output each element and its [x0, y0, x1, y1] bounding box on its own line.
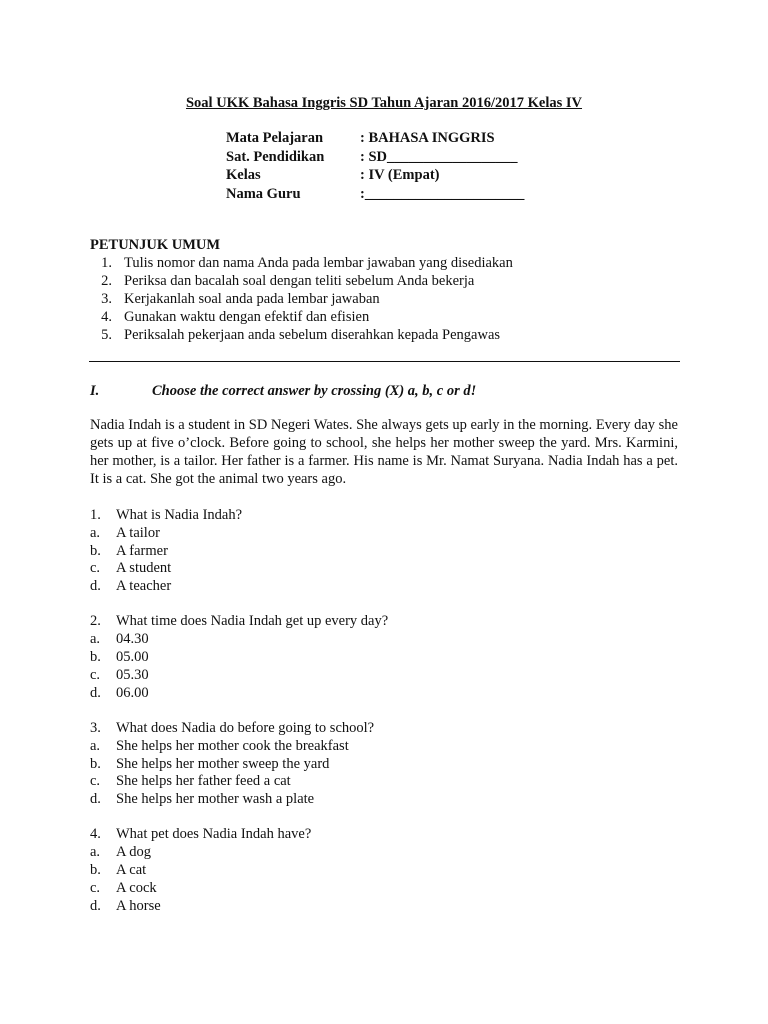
option-letter: d.: [90, 578, 101, 595]
info-label: Mata Pelajaran: [226, 130, 324, 146]
instruction-item: [90, 254, 513, 272]
question-number: 1.: [90, 507, 101, 523]
option-letter: b.: [90, 862, 101, 879]
option-letter: b.: [90, 542, 101, 559]
question-text: What time does Nadia Indah get up every day?: [116, 613, 389, 630]
question-number: 2.: [90, 613, 101, 630]
answer-option: [90, 879, 388, 897]
instruction-text: Gunakan waktu dengan efektif dan efisien: [124, 309, 370, 325]
answer-option: [90, 843, 388, 861]
answer-option: [90, 648, 388, 666]
option-letter: d.: [90, 684, 101, 701]
answer-option: [90, 861, 388, 879]
instruction-number: 5.: [101, 327, 112, 343]
question-number: 3.: [90, 719, 101, 736]
question-1: [90, 506, 388, 595]
option-letter: a.: [90, 844, 101, 861]
option-letter: a.: [90, 631, 101, 648]
info-value: : IV (Empat): [360, 167, 440, 183]
answer-option: [90, 772, 388, 790]
option-letter: a.: [90, 524, 101, 541]
option-text: A horse: [116, 897, 161, 914]
question-text: What does Nadia do before going to school?: [116, 719, 375, 736]
option-text: 04.30: [116, 631, 149, 648]
option-letter: c.: [90, 560, 101, 577]
answer-option: [90, 559, 388, 577]
option-letter: a.: [90, 737, 101, 754]
info-row-teacher: [226, 185, 524, 204]
answer-option: [90, 790, 388, 808]
question-number: 4.: [90, 826, 101, 843]
option-text: She helps her father feed a cat: [116, 773, 291, 790]
info-label: Nama Guru: [226, 185, 301, 202]
option-text: She helps her mother cook the breakfast: [116, 737, 349, 754]
option-letter: b.: [90, 649, 101, 666]
option-text: A student: [116, 560, 172, 577]
answer-option: [90, 684, 388, 702]
instruction-item: [90, 290, 513, 308]
answer-option: [90, 737, 388, 755]
instruction-text: Periksalah pekerjaan anda sebelum diserahkan kepada Pengawas: [124, 327, 501, 343]
exam-info-block: [226, 129, 524, 203]
option-letter: c.: [90, 879, 101, 896]
section-instruction: Choose the correct answer by crossing (X) a, b, c or d!: [152, 383, 477, 399]
instruction-number: 4.: [101, 309, 112, 325]
answer-option: [90, 524, 388, 542]
instruction-number: 1.: [101, 255, 112, 271]
question-stem: [90, 825, 388, 843]
answer-option: [90, 755, 388, 773]
question-stem: [90, 719, 388, 737]
question-2: [90, 612, 388, 701]
info-row-subject: [226, 129, 524, 148]
instruction-number: 2.: [101, 273, 112, 289]
option-letter: c.: [90, 666, 101, 683]
option-letter: b.: [90, 755, 101, 772]
option-letter: d.: [90, 897, 101, 914]
answer-option: [90, 897, 388, 915]
option-text: A farmer: [116, 542, 168, 559]
horizontal-divider: [89, 361, 680, 362]
info-value: : SD__________________: [360, 148, 518, 165]
instruction-text: Periksa dan bacalah soal dengan teliti sebelum Anda bekerja: [124, 273, 475, 289]
document-title: Soal UKK Bahasa Inggris SD Tahun Ajaran 2016/2017 Kelas IV: [185, 95, 583, 111]
question-list: [90, 506, 388, 932]
info-label: Kelas: [226, 167, 261, 183]
option-text: A tailor: [116, 524, 160, 541]
question-3: [90, 719, 388, 808]
question-stem: [90, 506, 388, 524]
option-text: 06.00: [116, 684, 149, 701]
instruction-text: Kerjakanlah soal anda pada lembar jawaban: [124, 291, 380, 307]
info-value: : BAHASA INGGRIS: [360, 130, 495, 146]
option-text: A dog: [116, 844, 152, 861]
option-text: 05.00: [116, 649, 149, 666]
question-text: What pet does Nadia Indah have?: [116, 826, 312, 843]
answer-option: [90, 666, 388, 684]
info-label: Sat. Pendidikan: [226, 148, 325, 165]
answer-option: [90, 542, 388, 560]
question-4: [90, 825, 388, 914]
answer-option: [90, 577, 388, 595]
section-heading: [90, 382, 476, 400]
option-text: A cat: [116, 862, 147, 879]
option-text: A cock: [116, 879, 157, 896]
instruction-item: [90, 272, 513, 290]
general-instructions: [90, 236, 513, 344]
instruction-item: [90, 326, 513, 344]
section-number: I.: [90, 383, 100, 399]
question-text: What is Nadia Indah?: [116, 507, 243, 523]
option-letter: d.: [90, 791, 101, 808]
instruction-text: Tulis nomor dan nama Anda pada lembar jawaban yang disediakan: [124, 255, 513, 271]
option-text: She helps her mother sweep the yard: [116, 755, 330, 772]
info-value: :______________________: [360, 185, 525, 202]
instructions-list: [90, 254, 513, 344]
instructions-heading: PETUNJUK UMUM: [90, 237, 221, 253]
instruction-number: 3.: [101, 291, 112, 307]
option-text: She helps her mother wash a plate: [116, 791, 315, 808]
info-row-school: [226, 148, 524, 167]
answer-option: [90, 630, 388, 648]
question-stem: [90, 612, 388, 630]
reading-passage: Nadia Indah is a student in SD Negeri Wates. She always gets up early in the morning. Every day she gets up at five o’clock. Before going to school, she helps her mother sweep the yard. Mrs. Karmini, her mother, is a tailor. Her father is a farmer. His name is Mr. Namat Suryana. Nadia Indah has a pet. It is a cat. She got the animal two years ago.: [90, 417, 678, 487]
option-text: 05.30: [116, 666, 149, 683]
option-text: A teacher: [116, 578, 172, 595]
instruction-item: [90, 308, 513, 326]
option-letter: c.: [90, 773, 101, 790]
info-row-class: [226, 166, 524, 185]
